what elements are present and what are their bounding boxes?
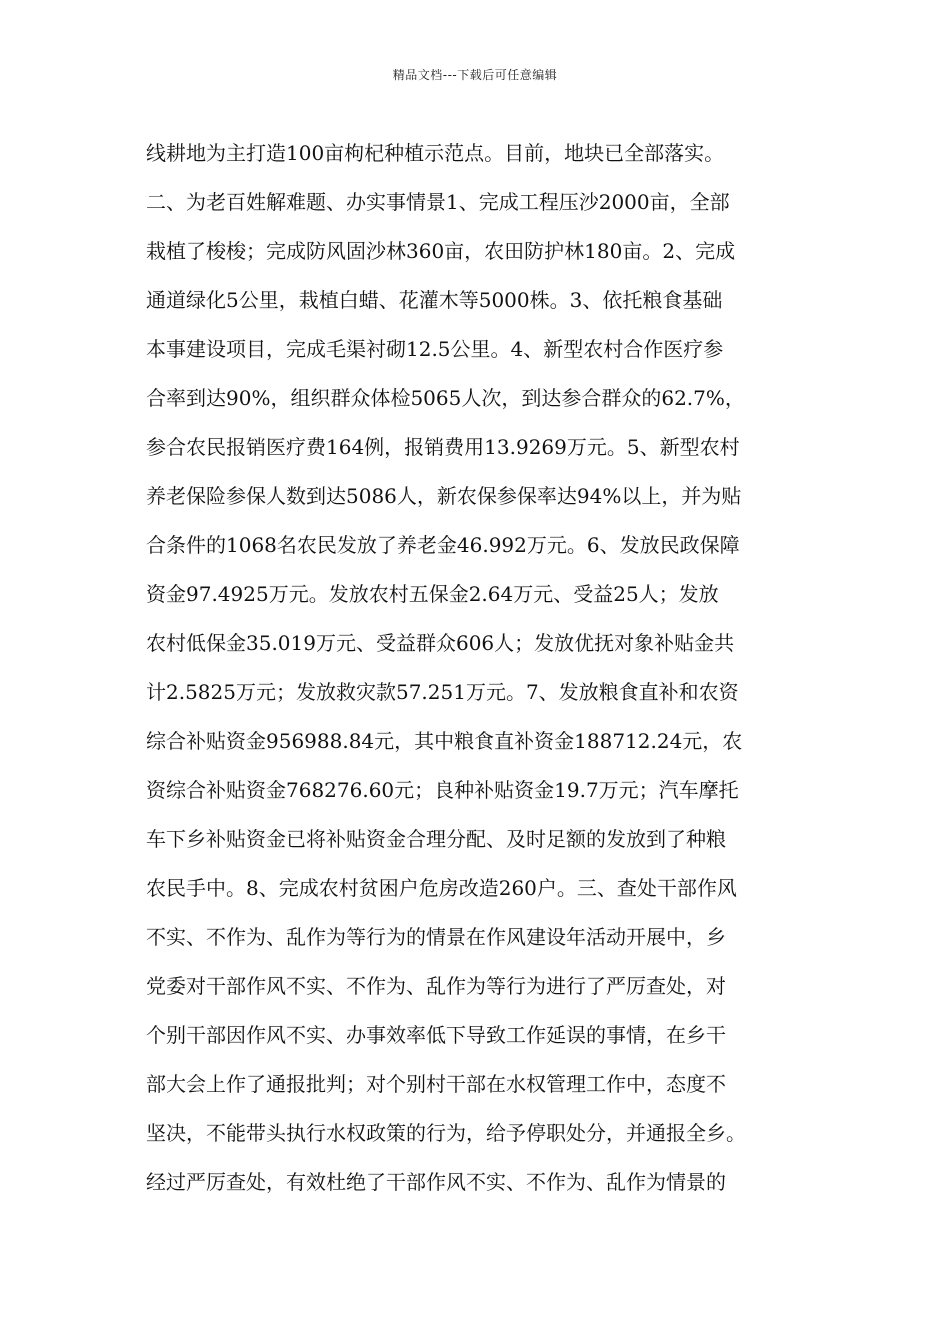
- body-text: [146, 129, 826, 1207]
- text-line: 合条件的1068名农民发放了养老金46.992万元。6、发放民政保障: [146, 533, 740, 557]
- text-line: 经过严厉查处，有效杜绝了干部作风不实、不作为、乱作为情景的: [146, 1170, 726, 1194]
- text-line: 资金97.4925万元。发放农村五保金2.64万元、受益25人；发放: [146, 582, 719, 606]
- text-line: 资综合补贴资金768276.60元；良种补贴资金19.7万元；汽车摩托: [146, 778, 739, 802]
- text-line: 个别干部因作风不实、办事效率低下导致工作延误的事情，在乡干: [146, 1023, 726, 1047]
- text-line: 党委对干部作风不实、不作为、乱作为等行为进行了严厉查处，对: [146, 974, 726, 998]
- text-line: 坚决，不能带头执行水权政策的行为，给予停职处分，并通报全乡。: [146, 1121, 746, 1145]
- text-line: 计2.5825万元；发放救灾款57.251万元。7、发放粮食直补和农资: [146, 680, 739, 704]
- page-header: 精品文档---下载后可任意编辑: [392, 68, 558, 82]
- text-line: 养老保险参保人数到达5086人，新农保参保率达94%以上，并为贴: [146, 484, 742, 508]
- text-line: 线耕地为主打造100亩枸杞种植示范点。目前，地块已全部落实。: [146, 141, 725, 165]
- text-line: 参合农民报销医疗费164例，报销费用13.9269万元。5、新型农村: [146, 435, 740, 459]
- text-line: 农民手中。8、完成农村贫困户危房改造260户。三、查处干部作风: [146, 876, 737, 900]
- text-line: 栽植了梭梭；完成防风固沙林360亩，农田防护林180亩。2、完成: [146, 239, 736, 263]
- text-line: 通道绿化5公里，栽植白蜡、花灌木等5000株。3、依托粮食基础: [146, 288, 723, 312]
- text-line: 综合补贴资金956988.84元，其中粮食直补资金188712.24元，农: [146, 729, 743, 753]
- text-line: 车下乡补贴资金已将补贴资金合理分配、及时足额的发放到了种粮: [146, 827, 726, 851]
- text-line: 合率到达90%，组织群众体检5065人次，到达参合群众的62.7%，: [146, 386, 745, 410]
- text-line: 部大会上作了通报批判；对个别村干部在水权管理工作中，态度不: [146, 1072, 726, 1096]
- text-line: 不实、不作为、乱作为等行为的情景在作风建设年活动开展中，乡: [146, 925, 726, 949]
- text-line: 农村低保金35.019万元、受益群众606人；发放优抚对象补贴金共: [146, 631, 735, 655]
- text-line: 二、为老百姓解难题、办实事情景1、完成工程压沙2000亩，全部: [146, 190, 730, 214]
- text-line: 本事建设项目，完成毛渠衬砌12.5公里。4、新型农村合作医疗参: [146, 337, 724, 361]
